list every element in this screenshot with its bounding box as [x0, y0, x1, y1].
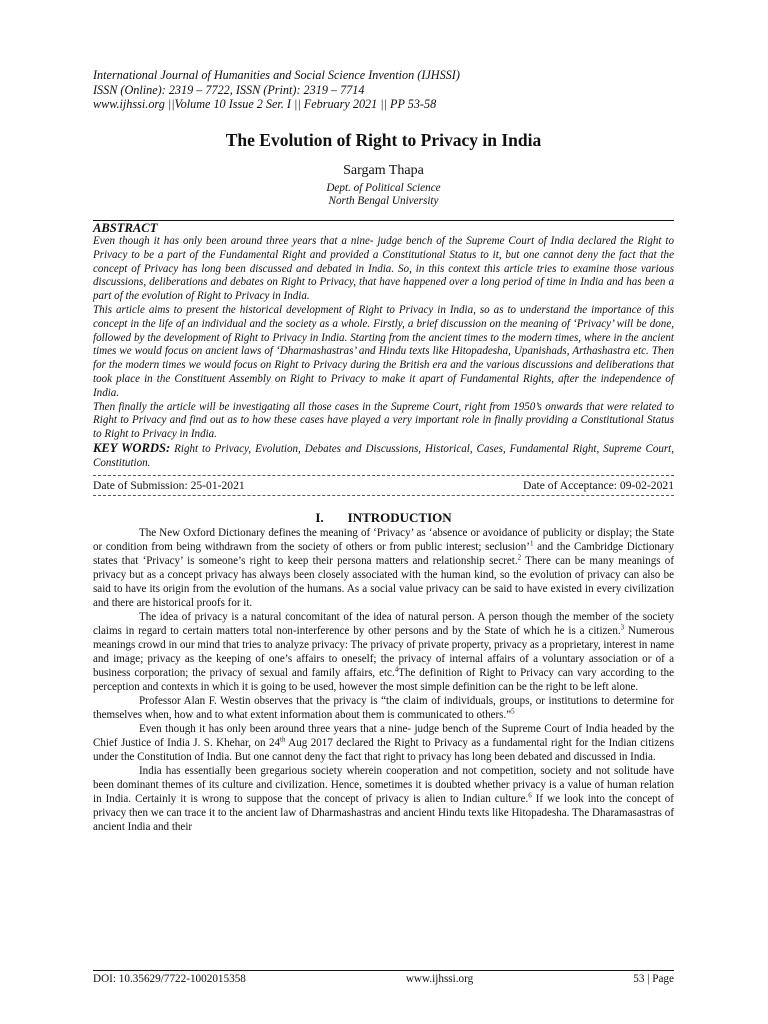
- abstract: [93, 235, 674, 442]
- body-paragraph-3: [93, 694, 674, 722]
- journal-header: [93, 68, 674, 112]
- keywords: [93, 442, 674, 471]
- page-footer: [93, 970, 674, 985]
- date-acceptance: Date of Acceptance: 09-02-2021: [523, 478, 674, 492]
- author-university: North Bengal University: [328, 195, 439, 208]
- text-run: Numerous meanings crowd in our mind that tries to analyze privacy: The privacy of private property, privacy as a proprietary, interest in name and image; privacy as the keeping of one’s affairs to oneself; the privacy of internal affairs of a voluntary association or of a business corporation; the privacy of sexual and family affairs, etc.: [93, 624, 674, 679]
- date-submission: Date of Submission: 25-01-2021: [93, 478, 245, 492]
- footnote-ref: 6: [528, 790, 532, 799]
- body-paragraph-4: [93, 722, 674, 764]
- author-department: Dept. of Political Science: [326, 181, 441, 194]
- footer-site: www.ijhssi.org: [405, 973, 474, 985]
- abstract-paragraph-1: Even though it has only been around three years that a nine- judge bench of the Supreme Court of India declared the Right to Privacy to be a part of the Fundamental Right and provided a Constitutional Status to it, but one cannot deny the fact that the concept of Privacy has long been discussed and debated in India. So, in this context this article tries to examine those various discussions, deliberations and debates on Right to Privacy, that have happened over a long period of time in India and has been a part of the evolution of Right to Privacy in India.: [93, 235, 674, 303]
- text-run: The idea of privacy is a natural concomitant of the idea of natural person. A person though the member of the society claims in regard to certain matters total non-interference by other persons and by the State of which he is a citizen.: [93, 610, 674, 637]
- text-run: Even though it has only been around three years that a nine- judge bench of the Supreme Court of India headed by the Chief Justice of India J. S. Khehar, on 24: [93, 722, 674, 749]
- section-heading: [93, 510, 674, 526]
- journal-name: International Journal of Humanities and Social Science Invention (IJHSSI): [93, 68, 460, 82]
- footnote-ref: 3: [620, 622, 625, 631]
- footer-doi: DOI: 10.35629/7722-1002015358: [93, 973, 246, 985]
- footnote-ref: 2: [517, 552, 522, 561]
- footer-page-number: 53 | Page: [633, 973, 674, 985]
- paper-page: [93, 68, 674, 834]
- footnote-ref: 1: [529, 538, 534, 547]
- text-run: Aug 2017 declared the Right to Privacy as a fundamental right for the Indian citizens under the Constitution of India. But one cannot deny the fact that right to privacy has long been debated and discussed in India.: [93, 736, 675, 763]
- text-run: There can be many meanings of privacy but as a concept privacy has always been closely associated with the human kind, so the evolution of privacy can also be said to have its origin from the evolution of the humans. As a social value privacy can be said to have existed in every civilization and there are historical proofs for it.: [93, 554, 675, 609]
- keywords-label: KEY WORDS:: [93, 441, 171, 456]
- author-name: Sargam Thapa: [343, 162, 424, 178]
- footnote-ref: 5: [511, 706, 515, 715]
- section-title: INTRODUCTION: [347, 509, 452, 525]
- body-paragraph-1: [93, 526, 674, 610]
- journal-issn: ISSN (Online): 2319 – 7722, ISSN (Print): 2319 – 7714: [93, 82, 365, 97]
- abstract-heading: ABSTRACT: [93, 220, 674, 235]
- paper-title: The Evolution of Right to Privacy in India: [225, 129, 542, 150]
- keywords-text: Right to Privacy, Evolution, Debates and Discussions, Historical, Cases, Fundamental Right, Supreme Court, Constitution.: [93, 443, 674, 469]
- divider-bottom: [93, 495, 674, 496]
- body-text: [93, 526, 674, 834]
- journal-volume: www.ijhssi.org ||Volume 10 Issue 2 Ser. I || February 2021 || PP 53-58: [93, 97, 437, 111]
- text-run: If we look into the concept of privacy then we can trace it to the ancient law of Dharmashastras and ancient Hindu texts like Hitopadesha. The Dharamasastras of ancient India and their: [93, 792, 674, 833]
- abstract-paragraph-2: This article aims to present the historical development of Right to Privacy in India, so as to understand the importance of this concept in the life of an individual and the society as a whole. Firstly, a brief discussion on the meaning of ‘Privacy’ will be done, followed by the development of Right to Privacy in India. Starting from the ancient times to the modern times, where in the ancient times we would focus on ancient laws of ‘Dharmashastras’ and Hindu texts like Hitopadesha, Upanishads, Arthashastra etc. Then for the modern times we would focus on Right to Privacy during the British era and the various discussions and deliberations that took place in the Constituent Assembly on Right to Privacy to make it apart of Fundamental Rights, after the independence of India.: [93, 304, 674, 399]
- footnote-ref: 4: [394, 664, 399, 673]
- text-run: Professor Alan F. Westin observes that the privacy is “the claim of individuals, groups, or institutions to determine for themselves when, how and to what extent information about them is communicated to others.”: [93, 694, 674, 721]
- text-run: The definition of Right to Privacy can vary according to the perception and contexts in which it is going to be used, however the most simple definition can be the right to be left alone.: [93, 666, 675, 693]
- body-paragraph-5: [93, 764, 674, 834]
- body-paragraph-2: [93, 610, 674, 694]
- text-run: The New Oxford Dictionary defines the meaning of ‘Privacy’ as ‘absence or avoidance of publicity or display; the State or condition from being withdrawn from the society of others or from public interest; seclusion’: [93, 526, 674, 553]
- text-run: and the Cambridge Dictionary states that ‘Privacy’ is someone’s right to keep their persona matters and relationship secret.: [93, 540, 674, 567]
- abstract-paragraph-3: Then finally the article will be investigating all those cases in the Supreme Court, right from 1950’s onwards that were related to Right to Privacy and find out as to how these cases have played a very important role in finally providing a Constitutional Status to Right to Privacy in India.: [93, 400, 674, 441]
- section-number: I.: [315, 509, 324, 525]
- ordinal-suffix: th: [280, 734, 286, 743]
- text-run: India has essentially been gregarious society wherein cooperation and not competition, society and not solitude have been dominant themes of its culture and civilization. Hence, sometimes it is doubted whether privacy is a value of human relation in India. Certainly it is wrong to suppose that the concept of privacy is alien to Indian culture.: [93, 764, 674, 805]
- divider-top: [93, 475, 674, 476]
- dates-row: [93, 479, 674, 493]
